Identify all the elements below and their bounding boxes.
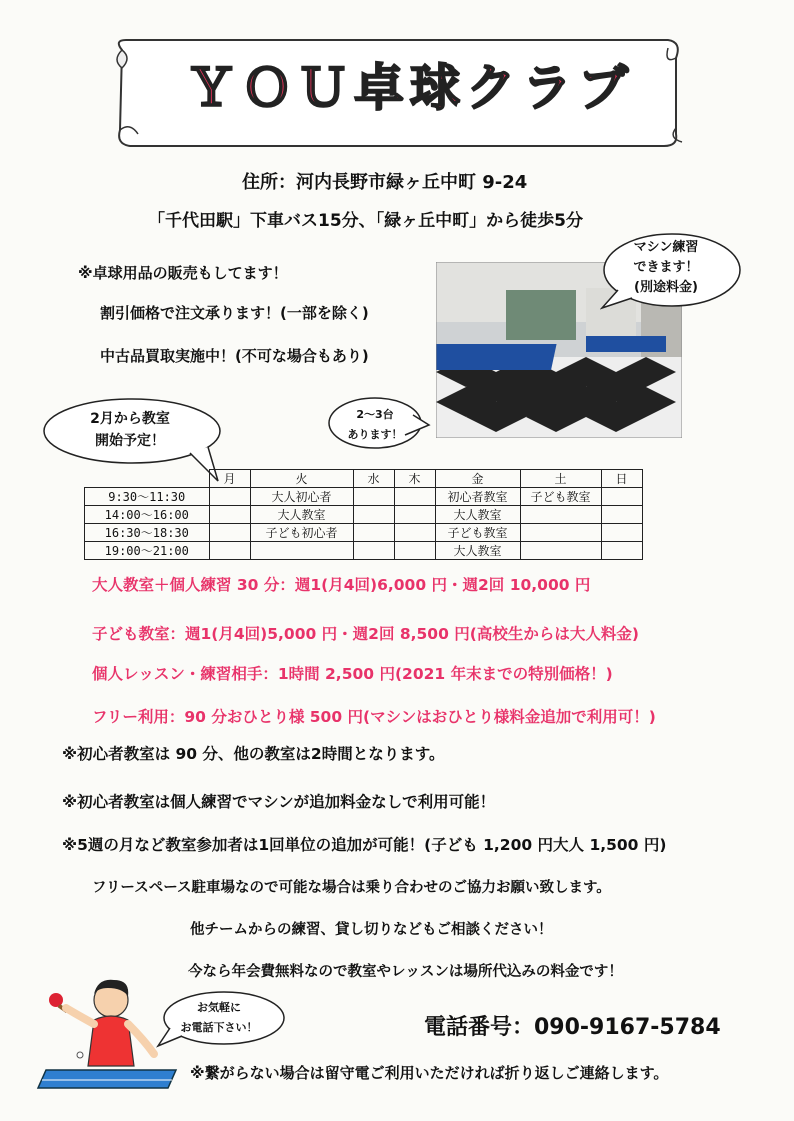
day-header: 月 xyxy=(209,470,250,488)
schedule-cell xyxy=(209,506,250,524)
note-fifth-week: ※5週の月など教室参加者は1回単位の追加が可能！(子ども 1,200 円大人 1,500 円) xyxy=(62,836,667,854)
machine-bubble-text: マシン練習 できます！ (別途料金) xyxy=(633,240,699,295)
access-info: 「千代田駅」下車バス15分、「緑ヶ丘中町」から徒歩5分 xyxy=(148,211,583,231)
day-header: 土 xyxy=(520,470,601,488)
schedule-cell xyxy=(250,542,353,560)
sales-line-3: 中古品買取実施中！(不可な場合もあり) xyxy=(100,347,369,365)
sales-line-1: ※卓球用品の販売もしてます！ xyxy=(78,264,288,282)
schedule-corner xyxy=(85,470,210,488)
note-membership-fee: 今なら年会費無料なので教室やレッスンは場所代込みの料金です！ xyxy=(188,964,623,980)
address: 住所：河内長野市緑ヶ丘中町 9-24 xyxy=(242,172,528,193)
schedule-cell xyxy=(520,506,601,524)
schedule-cell xyxy=(353,524,394,542)
schedule-cell xyxy=(601,542,642,560)
note-beginner-machine: ※初心者教室は個人練習でマシンが追加料金なしで利用可能！ xyxy=(62,793,496,811)
schedule-header-row xyxy=(85,470,643,488)
day-header: 金 xyxy=(435,470,520,488)
day-header: 火 xyxy=(250,470,353,488)
schedule-cell xyxy=(394,542,435,560)
day-header: 水 xyxy=(353,470,394,488)
note-class-duration: ※初心者教室は 90 分、他の教室は2時間となります。 xyxy=(62,745,445,763)
price-private-lesson: 個人レッスン・練習相手：1時間 2,500 円(2021 年末までの特別価格！) xyxy=(92,665,613,683)
schedule-cell: 子ども教室 xyxy=(520,488,601,506)
table-row xyxy=(85,524,643,542)
table-tennis-table-2 xyxy=(586,336,666,352)
time-slot: 16:30～18:30 xyxy=(85,524,210,542)
schedule-cell: 大人教室 xyxy=(435,506,520,524)
class-start-bubble-text: 2月から教室 開始予定！ xyxy=(90,411,170,449)
day-header: 日 xyxy=(601,470,642,488)
tables-bubble-text: 2～3台 あります！ xyxy=(347,408,403,441)
schedule-cell xyxy=(394,488,435,506)
schedule-cell xyxy=(394,524,435,542)
schedule-cell xyxy=(209,488,250,506)
schedule-cell: 大人初心者 xyxy=(250,488,353,506)
schedule-table xyxy=(84,469,643,560)
call-bubble-text: お気軽に お電話下さい！ xyxy=(180,1001,258,1034)
schedule-cell xyxy=(601,488,642,506)
table-row xyxy=(85,488,643,506)
day-header: 木 xyxy=(394,470,435,488)
schedule-cell xyxy=(209,524,250,542)
schedule-cell: 大人教室 xyxy=(250,506,353,524)
price-adult-class: 大人教室＋個人練習 30 分：週1(月4回)6,000 円・週2回 10,000 円 xyxy=(92,576,591,594)
table-tennis-table xyxy=(436,344,557,370)
schedule-cell xyxy=(601,524,642,542)
schedule-cell xyxy=(353,542,394,560)
phone-number: 電話番号：090-9167-5784 xyxy=(424,1015,721,1040)
price-child-class: 子ども教室：週1(月4回)5,000 円・週2回 8,500 円(高校生からは大人料金) xyxy=(92,625,639,643)
time-slot: 14:00～16:00 xyxy=(85,506,210,524)
note-other-teams: 他チームからの練習、貸し切りなどもご相談ください！ xyxy=(190,922,553,938)
schedule-cell: 初心者教室 xyxy=(435,488,520,506)
sales-line-2: 割引価格で注文承ります！(一部を除く) xyxy=(100,304,369,322)
table-row xyxy=(85,542,643,560)
price-free-use: フリー利用：90 分おひとり様 500 円(マシンはおひとり様料金追加で利用可！) xyxy=(92,708,656,726)
time-slot: 9:30～11:30 xyxy=(85,488,210,506)
schedule-cell xyxy=(209,542,250,560)
schedule-cell xyxy=(520,542,601,560)
time-slot: 19:00～21:00 xyxy=(85,542,210,560)
schedule-cell: 子ども初心者 xyxy=(250,524,353,542)
note-voicemail: ※繋がらない場合は留守電ご利用いただければ折り返しご連絡します。 xyxy=(190,1064,669,1082)
schedule-cell xyxy=(601,506,642,524)
schedule-cell: 大人教室 xyxy=(435,542,520,560)
schedule-cell: 子ども教室 xyxy=(435,524,520,542)
schedule-cell xyxy=(353,488,394,506)
schedule-cell xyxy=(520,524,601,542)
page-title: ＹＯＵ卓球クラブ xyxy=(186,59,634,117)
schedule-cell xyxy=(394,506,435,524)
note-parking: フリースペース駐車場なので可能な場合は乗り合わせのご協力お願い致します。 xyxy=(92,880,611,896)
table-row xyxy=(85,506,643,524)
schedule-cell xyxy=(353,506,394,524)
